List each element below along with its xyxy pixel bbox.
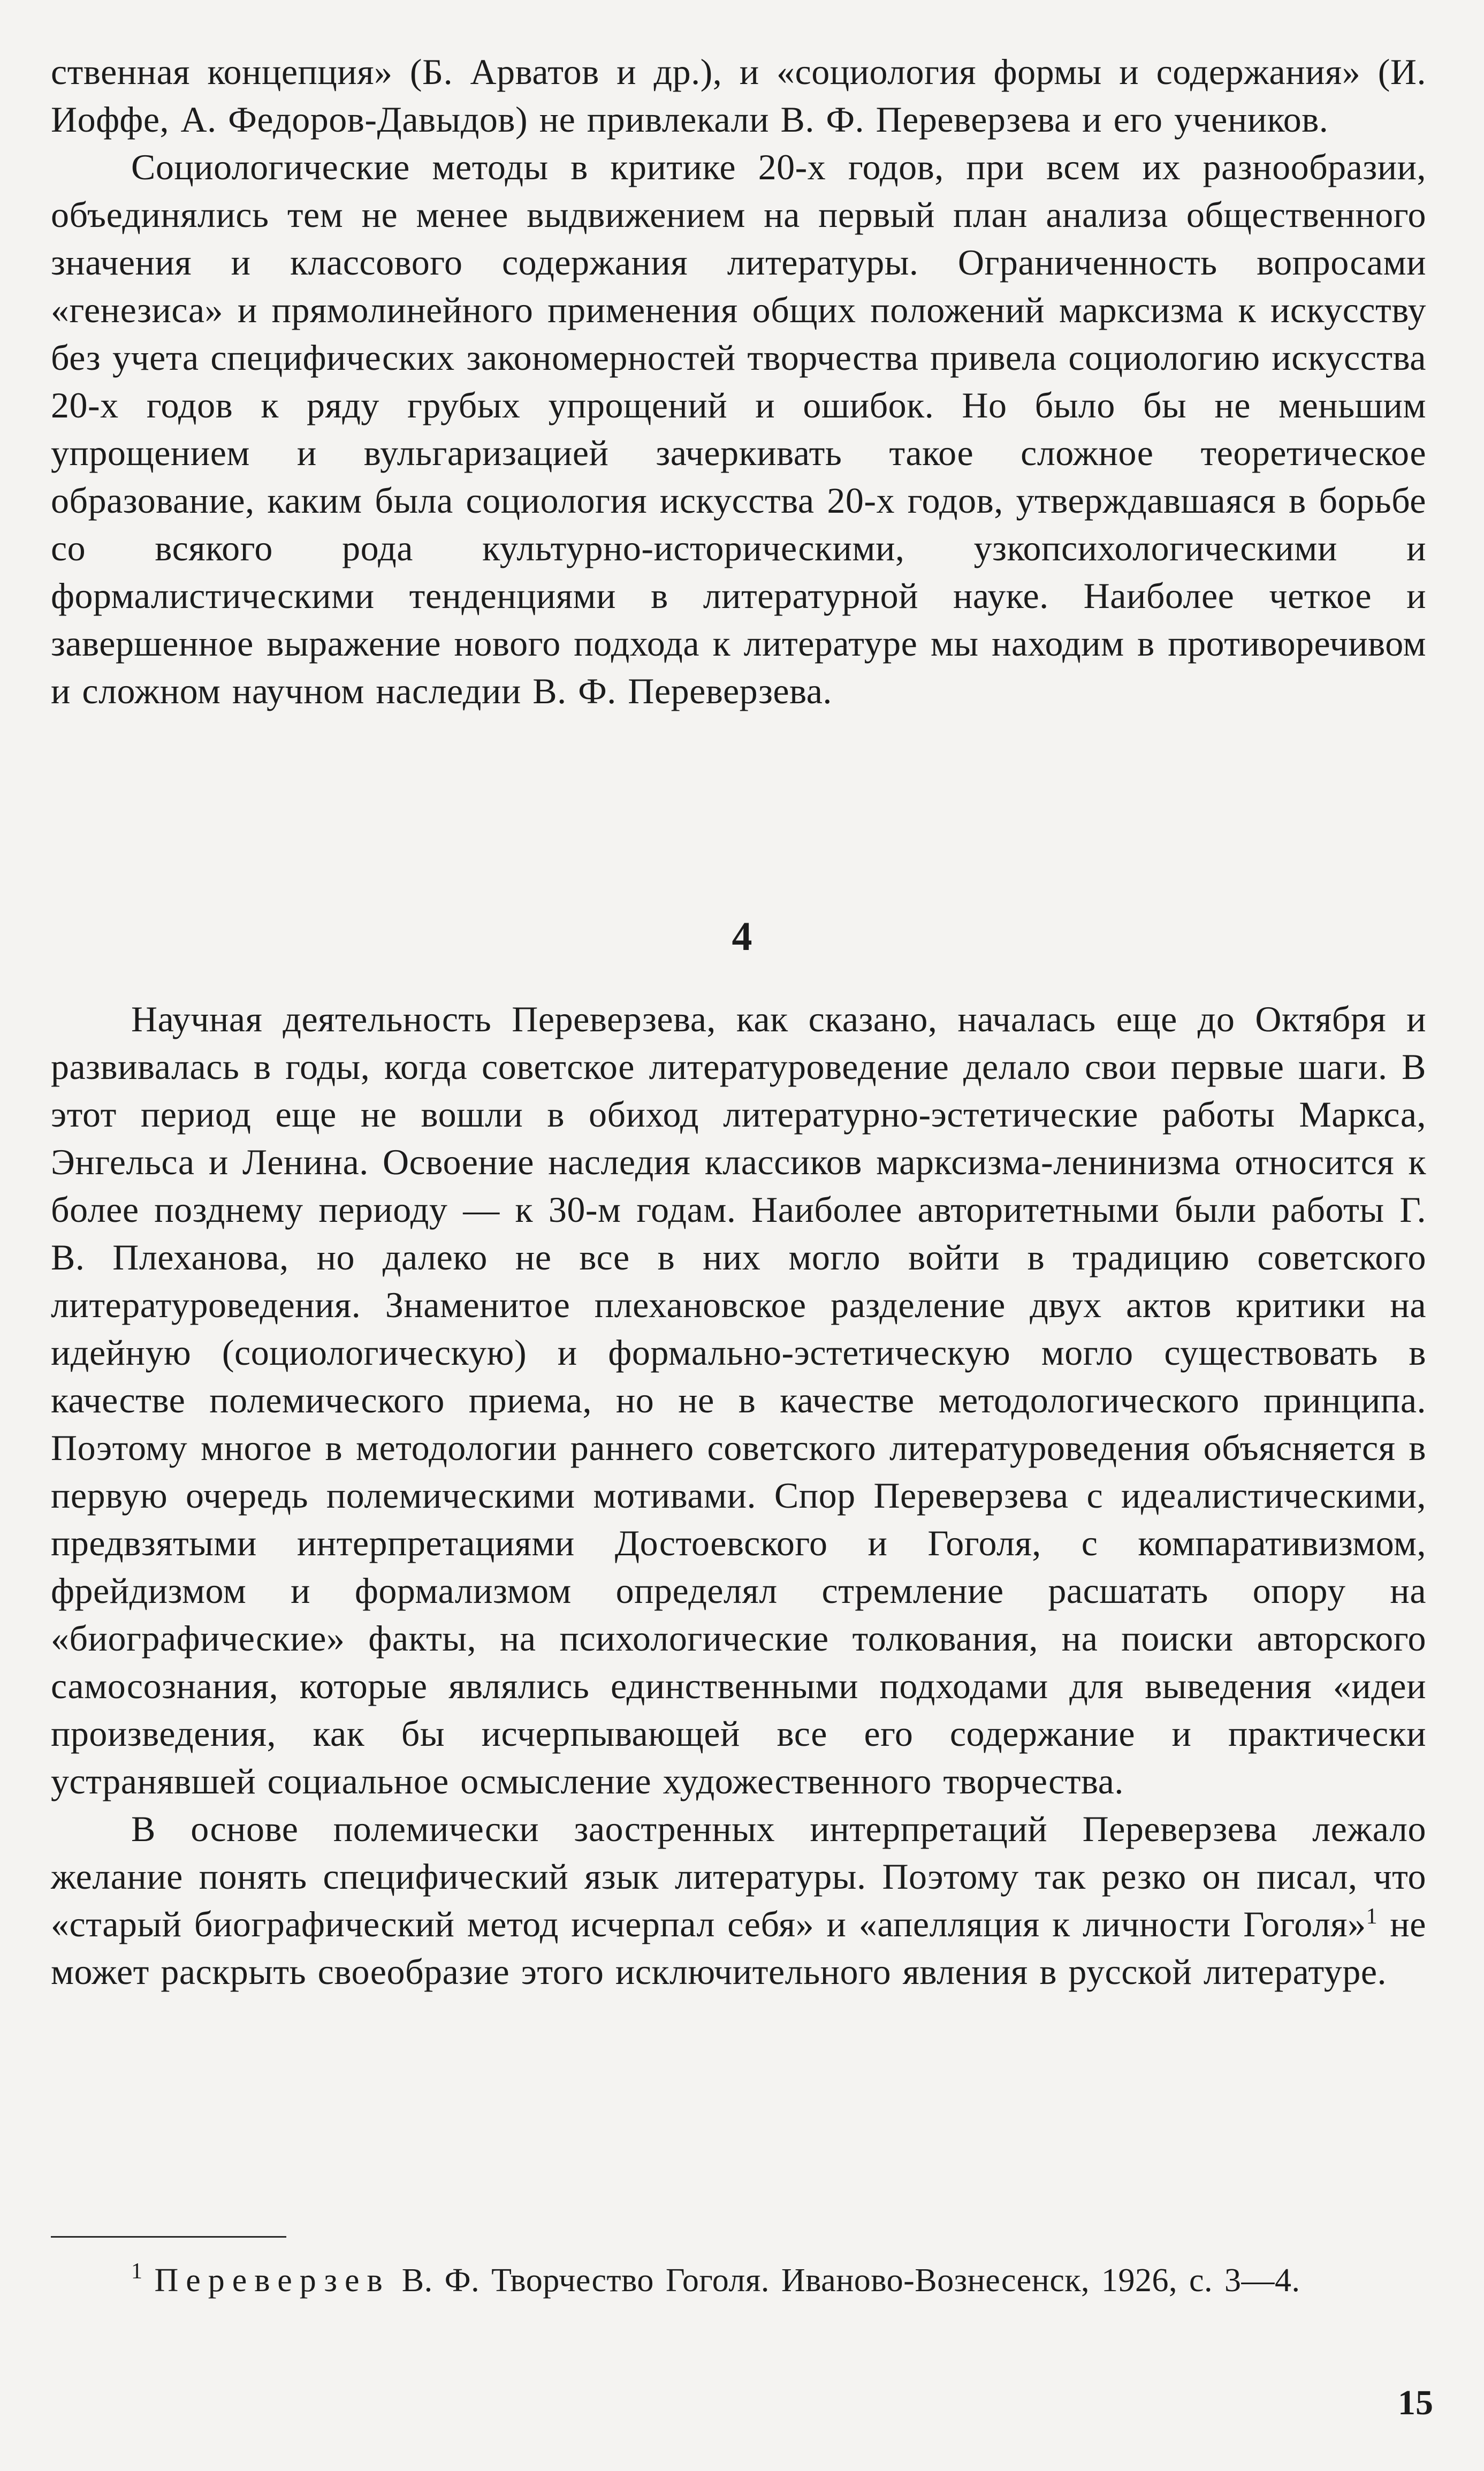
footnote [51, 2259, 1426, 2302]
footnote-marker: 1 [131, 2259, 143, 2284]
paragraph-text: не может раскрыть своеобразие этого исключительного явления в русской литературе. [51, 1904, 1426, 1992]
footnote-reference: 1 [1366, 1904, 1378, 1929]
paragraph-text: В основе полемически заостренных интерпретаций Переверзева лежало желание понять специфический язык литературы. Поэтому так резко он писал, что «старый биографический метод исчерпал себя» и «апелляция к личности Гоголя» [51, 1808, 1426, 1944]
footnote-text: В. Ф. Творчество Гоголя. Иваново-Вознесенск, 1926, с. 3—4. [390, 2262, 1300, 2299]
footnote-author: Переверзев [154, 2262, 390, 2299]
paragraph: Научная деятельность Переверзева, как сказано, началась еще до Октября и развивалась в годы, когда советское литературоведение делало свои первые шаги. В этот период еще не вошли в обиход литературно-эстетические работы Маркса, Энгельса и Ленина. Освоение наследия классиков марксизма-ленинизма относится к более позднему периоду — к 30-м годам. Наиболее авторитетными были работы Г. В. Плеханова, но далеко не все в них могло войти в традицию советского литературоведения. Знаменитое плехановское разделение двух актов критики на идейную (социологическую) и формально-эстетическую могло существовать в качестве полемического приема, но не в качестве методологического принципа. Поэтому многое в методологии раннего советского литературоведения объясняется в первую очередь полемическими мотивами. Спор Переверзева с идеалистическими, предвзятыми интерпретациями Достоевского и Гоголя, с компаративизмом, фрейдизмом и формализмом определял стремление расшатать опору на «биографические» факты, на психологические толкования, на поиски авторского самосознания, которые являлись единственными подходами для выведения «идеи произведения, как бы исчерпывающей все его содержание и практически устранявшей социальное осмысление художественного творчества. [51, 999, 1426, 1801]
paragraph: Социологические методы в критике 20-х годов, при всем их разнообразии, объединялись тем не менее выдвижением на первый план анализа общественного значения и классового содержания литературы. Ограниченность вопросами «генезиса» и прямолинейного применения общих положений марксизма к искусству без учета специфических закономерностей творчества привела социологию искусства 20-х годов к ряду грубых упрощений и ошибок. Но было бы не меньшим упрощением и вульгаризацией зачеркивать такое сложное теоретическое образование, каким была социология искусства 20-х годов, утверждавшаяся в борьбе со всякого рода культурно-историческими, узкопсихологическими и формалистическими тенденциями в литературной науке. Наиболее четкое и завершенное выражение нового подхода к литературе мы находим в противоречивом и сложном научном наследии В. Ф. Переверзева. [51, 147, 1426, 711]
page-number: 15 [1398, 2383, 1433, 2422]
text-block-continued [51, 48, 1426, 715]
paragraph [51, 1805, 1426, 1996]
text-block-section-4 [51, 995, 1426, 1996]
section-number: 4 [732, 914, 752, 959]
paragraph: ственная концепция» (Б. Арватов и др.), и «социология формы и содержания» (И. Иоффе, А. Федоров-Давыдов) не привлекали В. Ф. Переверзева и его учеников. [51, 51, 1426, 140]
footnote-divider [51, 2236, 286, 2238]
